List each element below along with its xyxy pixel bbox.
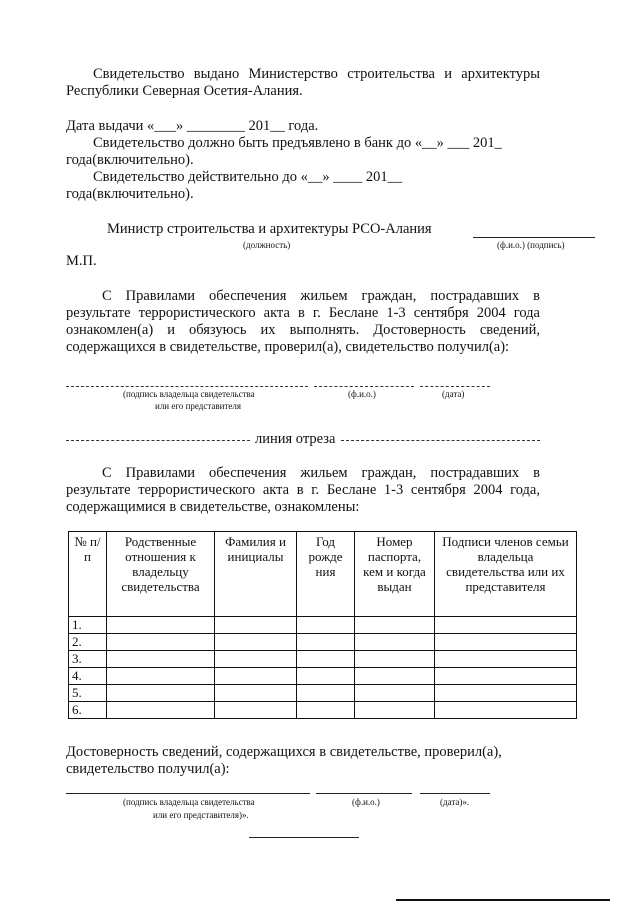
row-number: 6. [69, 702, 107, 719]
name-cell[interactable] [215, 617, 297, 634]
caption-name-signature: (ф.и.о.) (подпись) [497, 240, 565, 250]
table-row [69, 634, 577, 651]
owner-fio-line [314, 386, 414, 387]
name-cell[interactable] [215, 702, 297, 719]
sig-caption-1-line-1: (подпись владельца свидетельства [123, 389, 255, 399]
table-row [69, 702, 577, 719]
sig-caption-1-date: (дата) [442, 389, 465, 399]
row-number: 1. [69, 617, 107, 634]
header-number: № п/п [69, 532, 107, 617]
row-number: 2. [69, 634, 107, 651]
relation-cell[interactable] [107, 685, 215, 702]
rules-paragraph-2-line-1: С Правилами обеспечения жильем граждан, пострадавших в [102, 465, 540, 481]
birth-year-cell[interactable] [297, 617, 355, 634]
header-birth-year: Год рожде ния [297, 532, 355, 617]
passport-cell[interactable] [355, 702, 435, 719]
valid-until-line-2: года(включительно). [66, 186, 194, 202]
row-number: 4. [69, 668, 107, 685]
birth-year-cell[interactable] [297, 634, 355, 651]
header-passport: Номер паспорта, кем и когда выдан [355, 532, 435, 617]
passport-cell[interactable] [355, 685, 435, 702]
row-number: 5. [69, 685, 107, 702]
signature-cell[interactable] [435, 702, 577, 719]
footnote-separator [396, 899, 610, 901]
passport-cell[interactable] [355, 651, 435, 668]
table-row [69, 651, 577, 668]
verify-line-1: Достоверность сведений, содержащихся в свидетельстве, проверил(а), [66, 744, 502, 760]
relation-cell[interactable] [107, 702, 215, 719]
birth-year-cell[interactable] [297, 702, 355, 719]
issue-date-line: Дата выдачи «___» ________ 201__ года. [66, 118, 319, 134]
cut-line-left [66, 440, 250, 441]
sig-caption-1-fio: (ф.и.о.) [348, 389, 376, 399]
closing-line [249, 837, 359, 838]
header-name: Фамилия и инициалы [215, 532, 297, 617]
name-cell[interactable] [215, 634, 297, 651]
rules-paragraph-1-line-1: С Правилами обеспечения жильем граждан, пострадавших в [102, 288, 540, 304]
valid-until-line-1: Свидетельство действительно до «__» ____ 201__ [93, 169, 403, 185]
rules-paragraph-1-line-2: результате террористического акта в г. Беслане 1-3 сентября 2004 года [66, 305, 540, 321]
rules-paragraph-2-line-2: результате террористического акта в г. Беслане 1-3 сентября 2004 года, [66, 482, 540, 498]
stamp-place: М.П. [66, 253, 97, 269]
name-cell[interactable] [215, 651, 297, 668]
cut-line-label: линия отреза [255, 431, 336, 447]
minister-signature-line [473, 237, 595, 238]
minister-title: Министр строительства и архитектуры РСО-Алания [107, 221, 432, 237]
table-row [69, 668, 577, 685]
issued-by-line-2: Республики Северная Осетия-Алания. [66, 83, 303, 99]
birth-year-cell[interactable] [297, 668, 355, 685]
issued-by-line-1: Свидетельство выдано Министерство строительства и архитектуры [93, 66, 540, 82]
owner-signature-line-2 [66, 793, 310, 794]
signature-cell[interactable] [435, 651, 577, 668]
relation-cell[interactable] [107, 617, 215, 634]
relation-cell[interactable] [107, 634, 215, 651]
relation-cell[interactable] [107, 668, 215, 685]
owner-date-line [420, 386, 490, 387]
rules-paragraph-1-line-4: содержащихся в свидетельстве, проверил(а), свидетельство получил(а): [66, 339, 510, 355]
bank-deadline-line-2: года(включительно). [66, 152, 194, 168]
sig-caption-2-date: (дата)». [440, 797, 470, 807]
header-signatures: Подписи членов семьи владельца свидетельства или их представителя [435, 532, 577, 617]
verify-line-2: свидетельство получил(а): [66, 761, 230, 777]
sig-caption-2-line-1: (подпись владельца свидетельства [123, 797, 255, 807]
passport-cell[interactable] [355, 634, 435, 651]
signature-cell[interactable] [435, 617, 577, 634]
passport-cell[interactable] [355, 668, 435, 685]
passport-cell[interactable] [355, 617, 435, 634]
owner-fio-line-2 [316, 793, 412, 794]
family-members-table [68, 531, 577, 719]
relation-cell[interactable] [107, 651, 215, 668]
owner-date-line-2 [420, 793, 490, 794]
owner-signature-line [66, 386, 308, 387]
rules-paragraph-1-line-3: ознакомлен(а) и обязуюсь их выполнять. Достоверность сведений, [66, 322, 540, 338]
row-number: 3. [69, 651, 107, 668]
sig-caption-2-line-2: или его представителя)». [153, 810, 249, 820]
name-cell[interactable] [215, 685, 297, 702]
sig-caption-2-fio: (ф.и.о.) [352, 797, 380, 807]
header-relation: Родственные отношения к владельцу свидетельства [107, 532, 215, 617]
signature-cell[interactable] [435, 668, 577, 685]
table-row [69, 617, 577, 634]
table-row [69, 685, 577, 702]
signature-cell[interactable] [435, 685, 577, 702]
rules-paragraph-2-line-3: содержащимися в свидетельстве, ознакомлены: [66, 499, 360, 515]
sig-caption-1-line-2: или его представителя [155, 401, 242, 411]
caption-position: (должность) [243, 240, 291, 250]
bank-deadline-line-1: Свидетельство должно быть предъявлено в банк до «__» ___ 201_ [93, 135, 502, 151]
birth-year-cell[interactable] [297, 685, 355, 702]
name-cell[interactable] [215, 668, 297, 685]
cut-line-right [341, 440, 540, 441]
birth-year-cell[interactable] [297, 651, 355, 668]
table-header-row [69, 532, 577, 617]
signature-cell[interactable] [435, 634, 577, 651]
